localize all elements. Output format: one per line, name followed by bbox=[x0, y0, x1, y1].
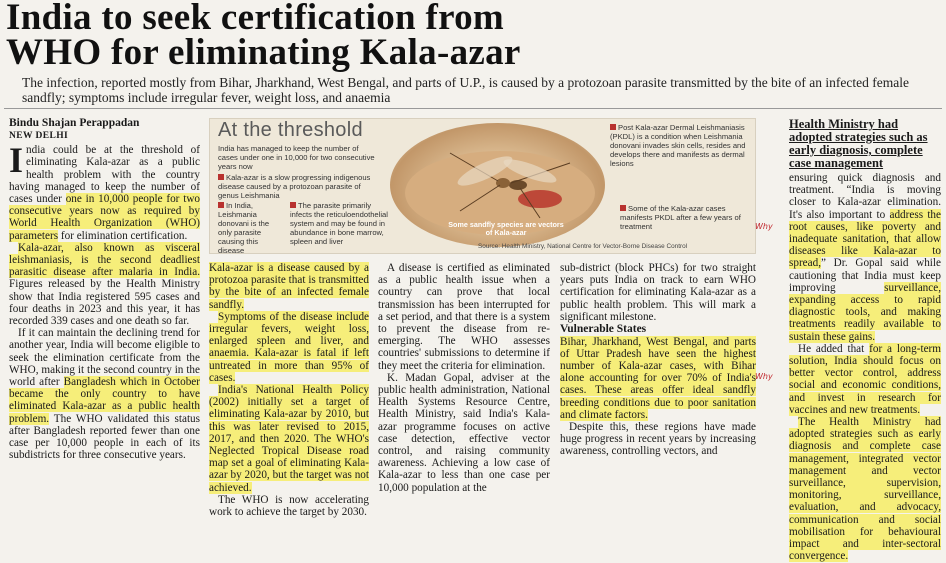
article-column-5 bbox=[789, 172, 941, 563]
photo-caption: Some sandfly species are vectors of Kala-azar bbox=[448, 220, 564, 237]
col1-p3-text: If it can maintain the declining trend for another year, India will become eligible to seek the elimination certificate from the WHO, making it the second country in the world after bbox=[9, 327, 200, 389]
col1-p3-text-b: The WHO validated this status after Bangladesh reported fewer than one case per 10,000 people in each of its subdistricts for three consecutive years. bbox=[9, 412, 200, 462]
col1-paragraph-3 bbox=[9, 327, 200, 461]
infographic-point-1: Kala-azar is a slow progressing indigenous disease caused by a protozoan parasite of genus Leishmania bbox=[218, 173, 371, 200]
article-column-3 bbox=[378, 262, 550, 494]
col2-p1-highlight: Kala-azar is a disease caused by a protozoa parasite that is transmitted by the bite of an infected female sandfly. bbox=[209, 262, 369, 311]
headline-line2: WHO for eliminating Kala-azar bbox=[6, 32, 521, 73]
col3-paragraph-2: K. Madan Gopal, adviser at the public health administration, National Health Systems Resource Centre, Health Ministry, said India's Kala-azar programme focuses on active case detection, effective vector control, and raising community awareness. Achieving a low case of Kala-azar to less than one case per 10,000 population at the bbox=[378, 371, 550, 494]
col4-p2-highlight: Bihar, Jharkhand, West Bengal, and parts of Uttar Pradesh have seen the highest number of Kala-azar cases, with Bihar alone accounting for over 70% of India's cases. These areas offer ideal sandfly breeding conditions due to poor sanitation and climate factors. bbox=[560, 335, 756, 421]
col2-p2-highlight: Symptoms of the disease include irregular fevers, weight loss, enlarged spleen and liver, and anaemia. Kala-azar is fatal if left untreated in more than 95% of cases. bbox=[209, 310, 369, 384]
bullet-icon bbox=[218, 202, 224, 208]
col4-subhead: Vulnerable States bbox=[560, 323, 647, 336]
infographic-point-5: Some of the Kala-azar cases manifests PKDL after a few years of treatment bbox=[620, 204, 741, 231]
col5-p2-highlight: for a long-term solution, India should focus on better vector control, address social and economic conditions, and invest in research for vaccines and new treatments. bbox=[789, 342, 941, 416]
col1-paragraph-2 bbox=[9, 242, 200, 327]
infographic-point-4: Post Kala-azar Dermal Leishmaniasis (PKDL) is a condition when Leishmania donovani invades skin cells, resides and develops there and manifests as dermal lesions bbox=[610, 123, 746, 168]
bullet-icon bbox=[218, 174, 224, 180]
infographic-at-the-threshold bbox=[209, 118, 756, 254]
dateline: NEW DELHI bbox=[9, 131, 69, 141]
side-headline: Health Ministry had adopted strategies such as early diagnosis, complete case management bbox=[789, 117, 928, 170]
col1-p1-text-b: for elimination certification. bbox=[58, 229, 188, 242]
bullet-icon bbox=[610, 124, 616, 130]
col3-paragraph-1: A disease is certified as eliminated as a public health issue when a country can prove that local transmission has been interrupted for a set period, and that there is a system to prevent the disease from re-emerging. The WHO assesses countries' submissions to determine if they meet the criteria for elimination. bbox=[378, 262, 550, 372]
col5-p3-highlight: The Health Ministry had adopted strategies such as early diagnosis and complete case management, integrated vector management and vector surveillance, supervision, monitoring, surveillance, evaluation, and advocacy, communication and social mobilisation for behavioural impact and inter-sectoral convergence. bbox=[789, 416, 941, 563]
standfirst: The infection, reported mostly from Bihar, Jharkhand, West Bengal, and parts of U.P., is caused by a protozoan parasite transmitted by the bite of an infected female sandfly; symptoms include irregular fever, weight loss, and anaemia bbox=[22, 75, 909, 105]
col5-paragraph-1: ensuring quick diagnosis and treatment. “India is moving closer to Kala-azar elimination. It's also important to address the root causes, like poverty and inadequate sanitation, that allow diseases like Kala-azar to spread,” Dr. Gopal said while cautioning that India must keep improving surveillance, expanding access to rapid diagnostic tools, and making treatments readily available to sustain these gains. bbox=[789, 172, 941, 343]
col1-p3-highlight: Bangladesh which in October became the only country to have eliminated Kala-azar as a public health problem. bbox=[9, 376, 201, 425]
pen-annotation: Why bbox=[755, 372, 773, 381]
drop-cap: I bbox=[9, 140, 24, 181]
col2-p3-highlight: India's National Health Policy (2002) initially set a target of eliminating Kala-azar by 2010, but this was later revised to 2015, 2017, and then 2020. The WHO's Neglected Tropical Disease road map set a goal of eliminating Kala-azar by 2020, but the target was not achieved. bbox=[209, 384, 369, 494]
col1-paragraph-1 bbox=[9, 140, 200, 242]
infographic-title: At the threshold bbox=[218, 119, 363, 141]
col2-paragraph-4: The WHO is now accelerating work to achieve the target by 2030. bbox=[209, 493, 369, 519]
byline: Bindu Shajan Perappadan bbox=[9, 117, 140, 129]
infographic-source: Source: Health Ministry, National Centre for Vector-Borne Disease Control bbox=[478, 243, 688, 250]
bullet-icon bbox=[290, 202, 296, 208]
col4-paragraph-2 bbox=[560, 336, 756, 421]
col5-paragraph-2: He added that for a long-term solution, India should focus on better vector control, address social and economic conditions, and invest in research for vaccines and new treatments. bbox=[789, 342, 941, 416]
headline-line1: India to seek certification from bbox=[6, 0, 505, 38]
col1-p1-text: ndia could be at the threshold of eliminating Kala-azar as a public health problem with the country having managed to keep the number of cases under bbox=[9, 144, 200, 206]
article-column-2 bbox=[209, 262, 369, 519]
col4-paragraph-3: Despite this, these regions have made huge progress in recent years by increasing awareness, controlling vectors, and bbox=[560, 420, 756, 458]
col2-paragraph-1 bbox=[209, 262, 369, 311]
infographic-point-2: In India, Leishmania donovani is the only parasite causing this disease bbox=[218, 201, 270, 255]
infographic-intro: India has managed to keep the number of cases under one in 10,000 for two consecutive years now bbox=[218, 144, 375, 171]
article-column-4 bbox=[560, 262, 756, 479]
col5-p1-highlight-2: surveillance, expanding access to rapid diagnostic tools, and making treatments readily available to sustain these gains. bbox=[789, 281, 941, 343]
bullet-icon bbox=[620, 205, 626, 211]
col1-p2-text: Figures released by the Health Ministry show that India registered 595 cases and four deaths in 2023 and this year, it has recorded 339 cases and one death so far. bbox=[9, 278, 200, 328]
pen-annotation: Why bbox=[755, 222, 773, 231]
article-column-1 bbox=[9, 117, 200, 479]
col2-paragraph-3 bbox=[209, 384, 369, 494]
col5-paragraph-3 bbox=[789, 416, 941, 562]
col1-p2-highlight: Kala-azar, also known as visceral leishmaniasis, is the second deadliest parasitic disease after malaria in India. bbox=[9, 241, 200, 279]
headline bbox=[6, 0, 942, 73]
col4-paragraph-1: sub-district (block PHCs) for two straight years puts India on track to earn WHO certification for eliminating Kala-azar as a public health problem. This will mark a significant milestone. bbox=[560, 262, 756, 323]
col5-p1-highlight: address the root causes, like poverty and inadequate sanitation, that allow diseases like Kala-azar to spread, bbox=[789, 208, 941, 270]
divider-rule bbox=[4, 108, 942, 109]
infographic-point-3: The parasite primarily infects the reticuloendothelial system and may be found in abundance in bone marrow, spleen and liver bbox=[290, 201, 388, 246]
col1-p1-highlight: one in 10,000 people for two consecutive years now as required by World Health Organization (WHO) parameters bbox=[9, 193, 200, 242]
col2-paragraph-2 bbox=[209, 311, 369, 384]
